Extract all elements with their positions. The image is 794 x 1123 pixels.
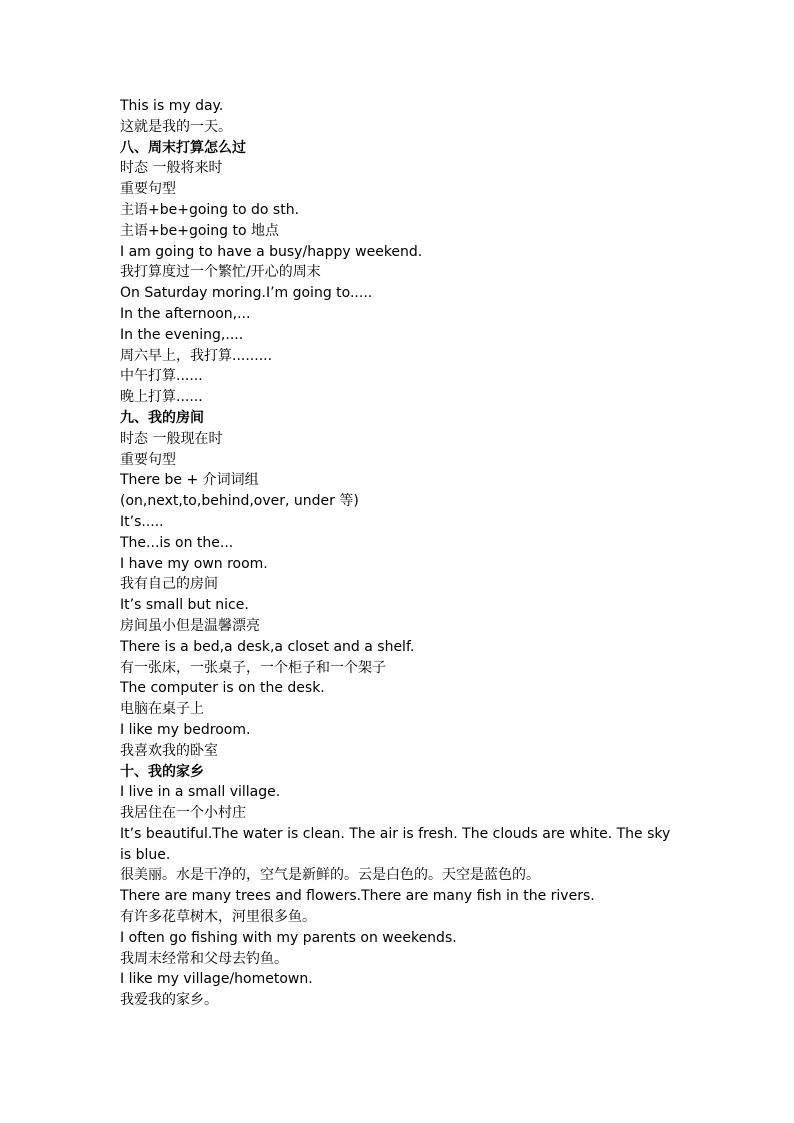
text-line: I like my village/hometown.: [120, 971, 313, 988]
text-line: 主语+be+going to 地点: [120, 222, 280, 239]
text-line: 我打算度过一个繁忙/开心的周末: [120, 264, 321, 281]
text-line: 中午打算......: [120, 368, 203, 385]
text-line: It’s beautiful.The water is clean. The air is fresh. The clouds are white. The sky is blue.: [120, 825, 671, 863]
text-line: I often go fishing with my parents on weekends.: [120, 929, 457, 946]
text-line: It’s.....: [120, 513, 164, 530]
section-heading: 八、周末打算怎么过: [120, 139, 246, 156]
text-line: In the evening,....: [120, 326, 244, 343]
section-heading: 九、我的房间: [120, 409, 204, 426]
text-line: There be + 介词词组: [120, 472, 259, 489]
text-line: I live in a small village.: [120, 784, 281, 801]
text-line: I like my bedroom.: [120, 721, 251, 738]
text-line: 我喜欢我的卧室: [120, 742, 218, 759]
text-line: In the afternoon,...: [120, 305, 251, 322]
text-line: 重要句型: [120, 181, 176, 198]
text-line: The...is on the...: [120, 534, 234, 551]
text-line: There are many trees and flowers.There are many fish in the rivers.: [120, 888, 595, 905]
text-line: This is my day.: [120, 98, 224, 114]
text-line: 我周末经常和父母去钓鱼。: [120, 950, 288, 967]
text-line: 有许多花草树木，河里很多鱼。: [120, 909, 316, 926]
text-line: 晚上打算......: [120, 389, 203, 406]
text-line: 电脑在桌子上: [120, 701, 204, 718]
text-line: The computer is on the desk.: [120, 680, 325, 697]
text-line: 主语+be+going to do sth.: [120, 201, 300, 218]
text-line: On Saturday moring.I’m going to.....: [120, 285, 373, 302]
text-line: 很美丽。水是干净的，空气是新鲜的。云是白色的。天空是蓝色的。: [120, 867, 540, 884]
text-line: There is a bed,a desk,a closet and a shelf.: [120, 638, 415, 655]
section-heading: 十、我的家乡: [120, 763, 204, 780]
text-line: 我爱我的家乡。: [120, 992, 218, 1009]
text-line: 有一张床，一张桌子，一个柜子和一个架子: [120, 659, 386, 676]
text-line: 时态 一般将来时: [120, 160, 223, 177]
text-line: 周六早上，我打算.........: [120, 347, 273, 364]
text-line: 房间虽小但是温馨漂亮: [120, 617, 260, 634]
text-line: I have my own room.: [120, 555, 268, 572]
text-line: 重要句型: [120, 451, 176, 468]
text-line: 这就是我的一天。: [120, 118, 232, 135]
text-line: 我居住在一个小村庄: [120, 805, 246, 822]
text-line: (on,next,to,behind,over, under 等): [120, 493, 359, 510]
text-line: It’s small but nice.: [120, 597, 249, 614]
text-line: 时态 一般现在时: [120, 430, 223, 447]
document-page: [120, 96, 680, 1011]
text-line: I am going to have a busy/happy weekend.: [120, 243, 423, 260]
text-line: 我有自己的房间: [120, 576, 218, 593]
